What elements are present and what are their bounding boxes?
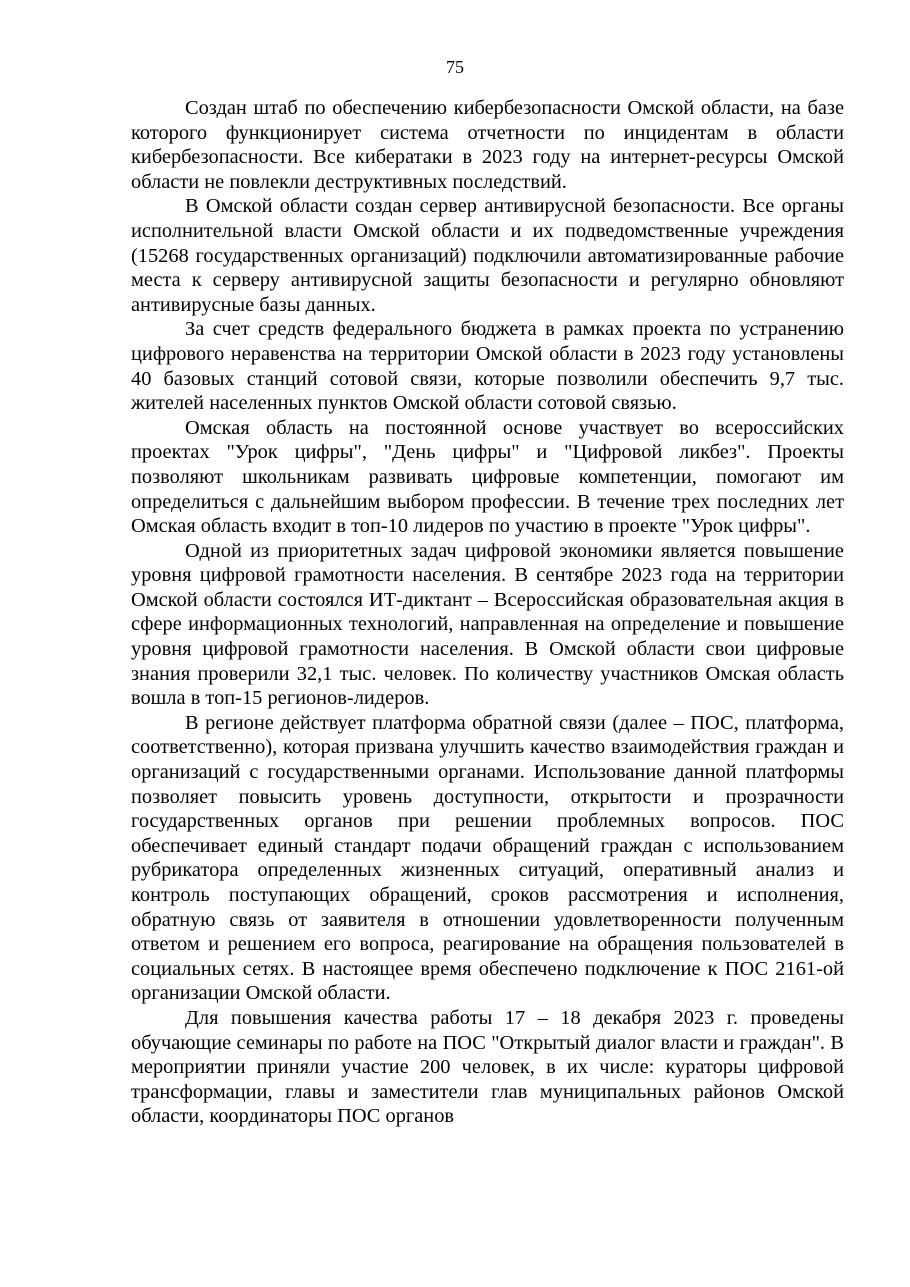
paragraph-seminars: Для повышения качества работы 17 – 18 декабря 2023 г. проведены обучающие семинары по работе на ПОС "Открытый диалог власти и граждан". В мероприятии приняли участие 200 человек, в их числе: кураторы цифровой трансформации, главы и заместители глав муниципальных районов Омской области, координаторы ПОС органов bbox=[131, 1006, 844, 1128]
paragraph-antivirus-server: В Омской области создан сервер антивирусной безопасности. Все органы исполнительной власти Омской области и их подведомственные учреждения (15268 государственных организаций) подключили автоматизированные рабочие места к серверу антивирусной защиты безопасности и регулярно обновляют антивирусные базы данных. bbox=[131, 195, 844, 316]
paragraph-base-stations: За счет средств федерального бюджета в рамках проекта по устранению цифрового неравенства на территории Омской области в 2023 году установлены 40 базовых станций сотовой связи, которые позволили обеспечить 9,7 тыс. жителей населенных пунктов Омской области сотовой связью. bbox=[131, 318, 844, 415]
paragraph-cybersecurity-hq: Создан штаб по обеспечению кибербезопасности Омской области, на базе которого функционирует система отчетности по инцидентам в области кибербезопасности. Все кибератаки в 2023 году на интернет-ресурсы Омской области не повлекли деструктивных последствий. bbox=[131, 97, 844, 193]
body-text bbox=[131, 96, 844, 1129]
paragraph-digital-literacy: Одной из приоритетных задач цифровой экономики является повышение уровня цифровой грамотности населения. В сентябре 2023 года на территории Омской области состоялся ИТ-диктант – Всероссийская образовательная акция в сфере информационных технологий, направленная на определение и повышение уровня цифровой грамотности населения. В Омской области свои цифровые знания проверили 32,1 тыс. человек. По количеству участников Омская область вошла в топ-15 регионов-лидеров. bbox=[131, 539, 844, 710]
paragraph-feedback-platform: В регионе действует платформа обратной связи (далее – ПОС, платформа, соответственно), которая призвана улучшить качество взаимодействия граждан и организаций с государственными органами. Использование данной платформы позволяет повысить уровень доступности, открытости и прозрачности государственных органов при решении проблемных вопросов. ПОС обеспечивает единый стандарт подачи обращений граждан с использованием рубрикатора определенных жизненных ситуаций, оперативный анализ и контроль поступающих обращений, сроков рассмотрения и исполнения, обратную связь от заявителя в отношении удовлетворенности полученным ответом и решением его вопроса, реагирование на обращения пользователей в социальных сетях. В настоящее время обеспечено подключение к ПОС 2161-ой организации Омской области. bbox=[131, 711, 844, 1005]
page-number: 75 bbox=[446, 57, 464, 77]
paragraph-digital-projects: Омская область на постоянной основе участвует во всероссийских проектах "Урок цифры", "День цифры" и "Цифровой ликбез". Проекты позволяют школьникам развивать цифровые компетенции, помогают им определиться с дальнейшим выбором профессии. В течение трех последних лет Омская область входит в топ-10 лидеров по участию в проекте "Урок цифры". bbox=[131, 416, 844, 538]
